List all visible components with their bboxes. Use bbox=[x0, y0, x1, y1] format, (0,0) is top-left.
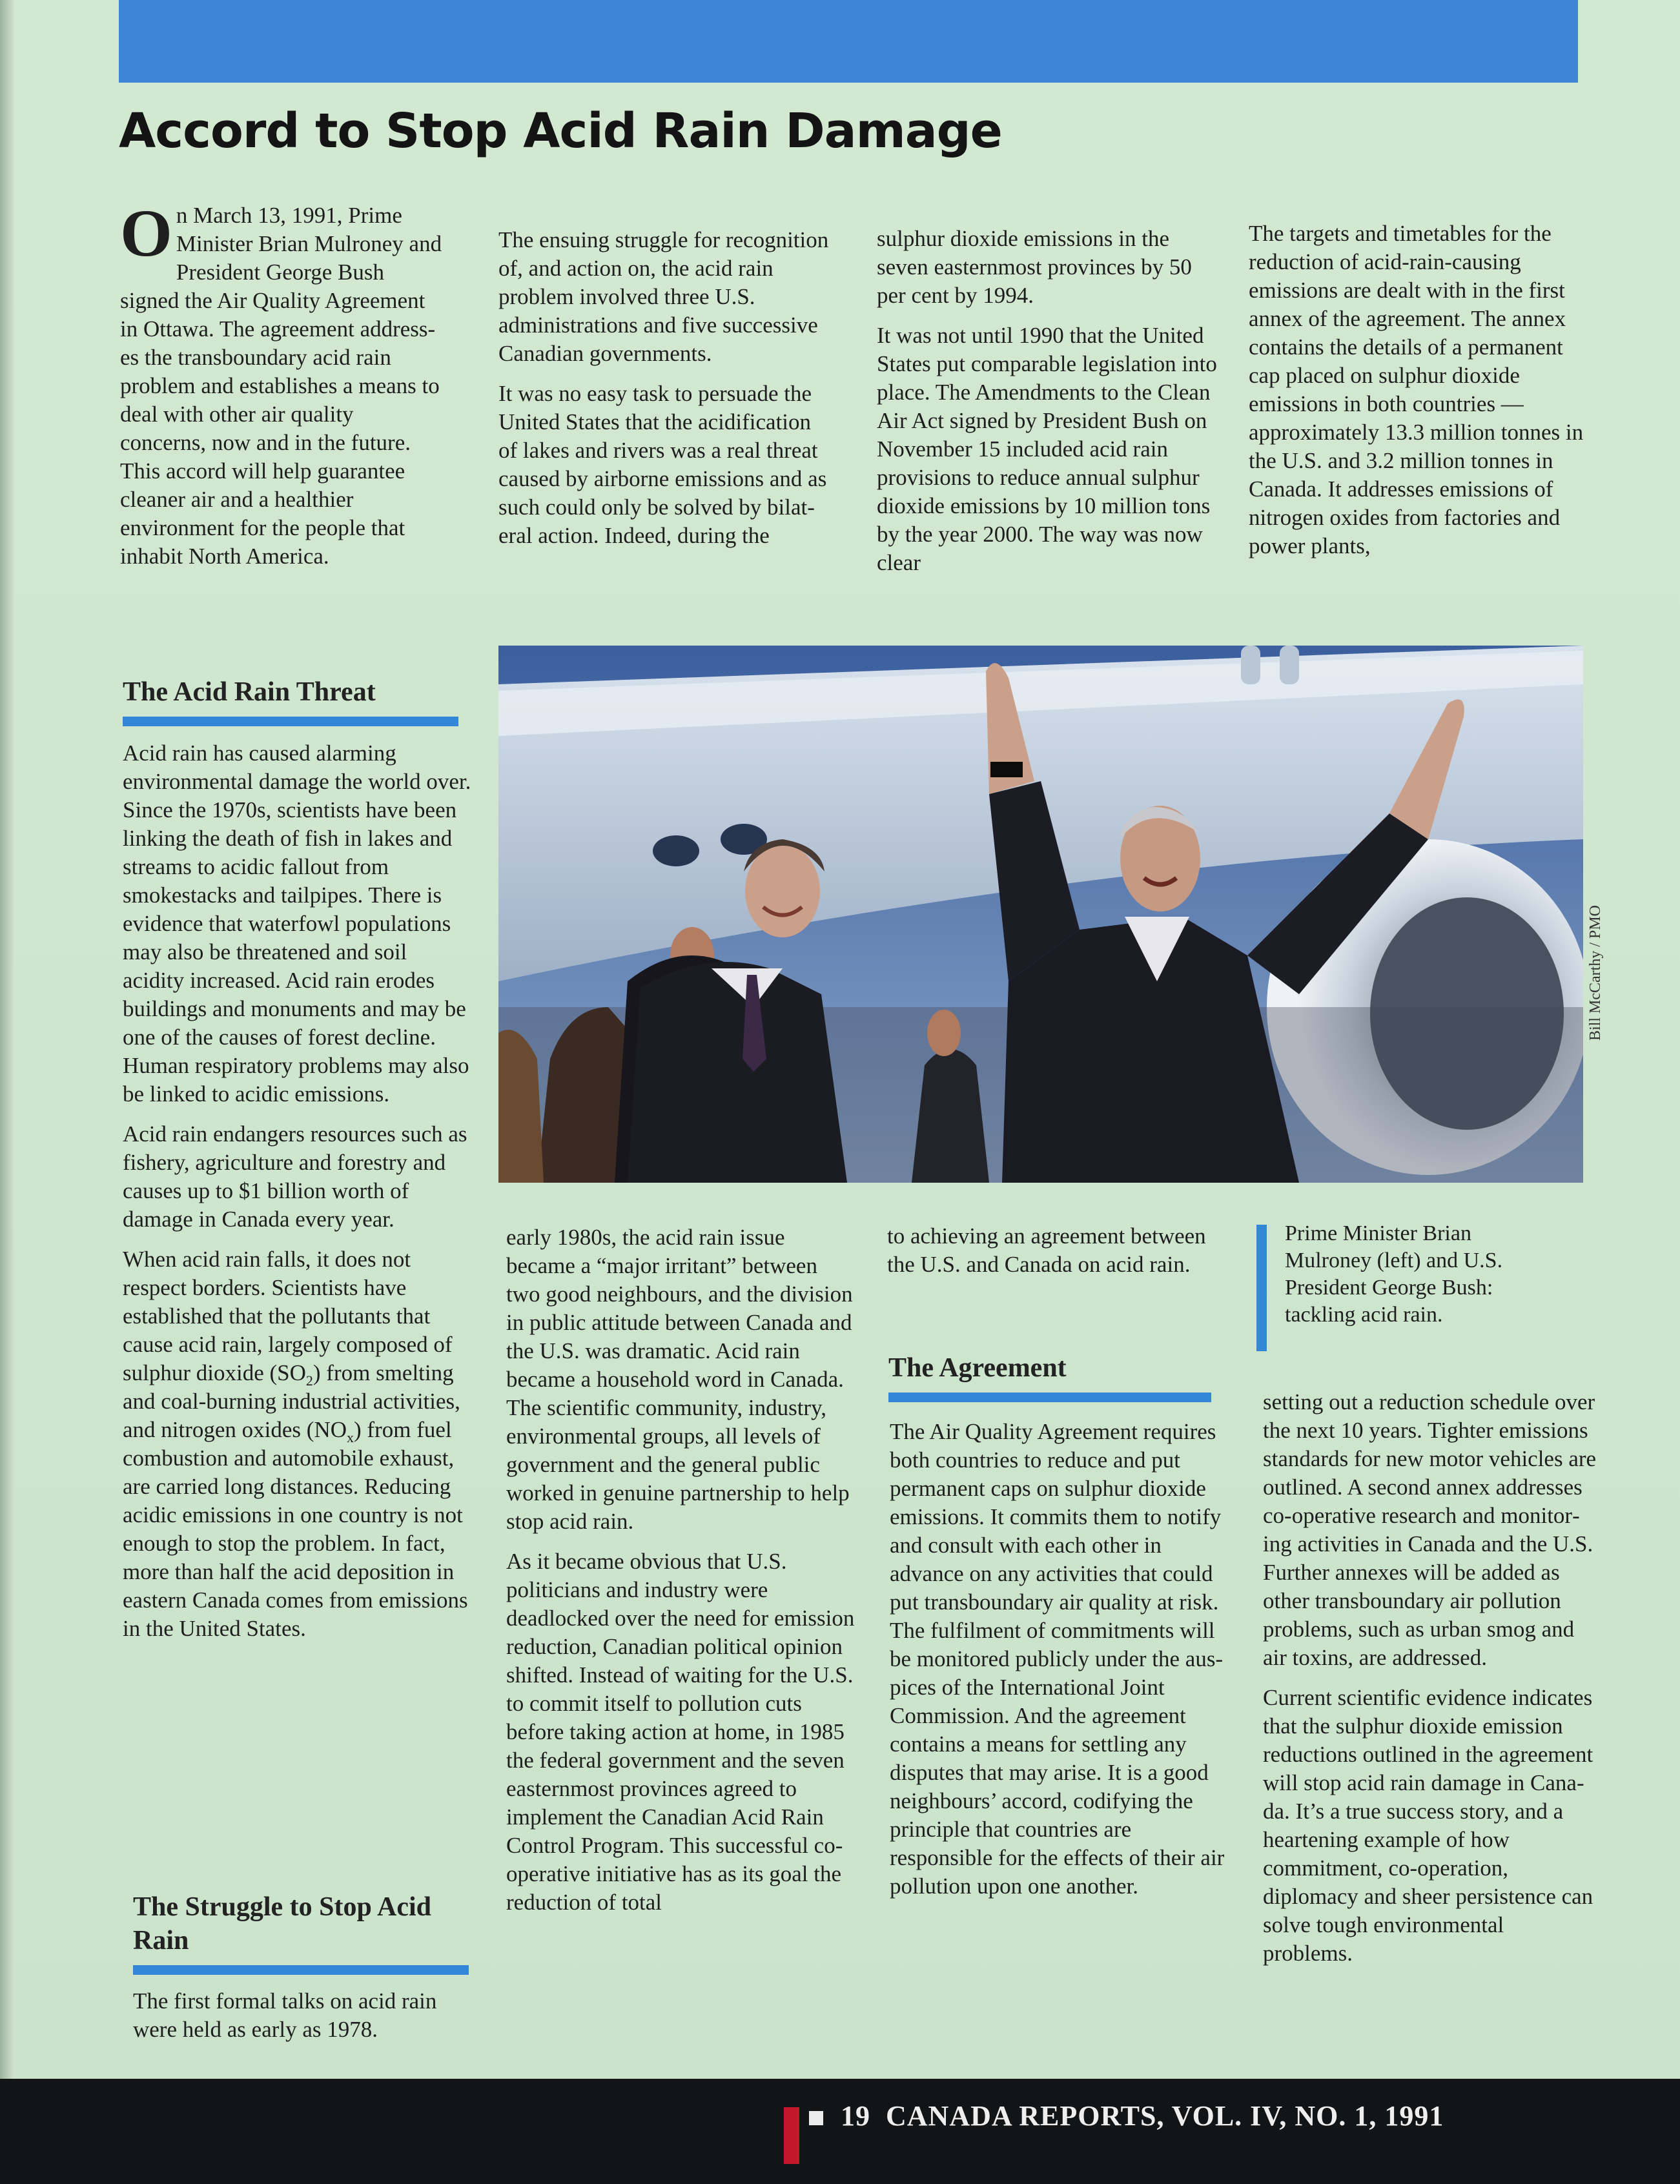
page-binding-shadow bbox=[0, 0, 14, 2085]
intro-text: n March 13, 1991, Prime Minister Brian Mulroney and President George Bush signed the Air Quality Agreement in Ottawa. The agreement addresses the transboundary acid rain problem and establishes a means to deal with other air quality concerns, now and in the future. This accord will help guarantee cleaner air and a healthier environment for the people that inhabit North America. bbox=[120, 203, 442, 569]
section-heading-acid-rain-threat: The Acid Rain Threat bbox=[123, 675, 458, 726]
intro-column bbox=[120, 196, 443, 582]
column-3-bottom bbox=[887, 1222, 1223, 1291]
paragraph: Current scientific evidence indicates that the sulphur dioxide emission reductions outlined in the agreement will stop acid rain damage in Canada. It’s a true success story, and a heartening example of how commitment, co-operation, diplomacy and sheer persistence can solve tough environmental problems. bbox=[1263, 1685, 1593, 1966]
paragraph: It was no easy task to persuade the United States that the acidification of lakes and rivers was a real threat caused by airborne emissions and as such could only be solved by bilateral action. Indeed, during the bbox=[498, 381, 827, 548]
column-4-top bbox=[1249, 219, 1584, 572]
paragraph: sulphur dioxide emissions in the seven easternmost provinces by 50 per cent by 1994. bbox=[877, 226, 1192, 308]
agreement-column bbox=[890, 1418, 1232, 1912]
struggle-column bbox=[133, 1987, 475, 2056]
paragraph: early 1980s, the acid rain issue became a “major irritant” between two good neighbours, and the division in public attitude between Canada and the U.S. was dramatic. Acid rain became a household word in Canada. The scientific community, industry, environmental groups, all levels of government and the general public worked in genuine partnership to help stop acid rain. bbox=[506, 1225, 853, 1534]
borders-paragraph bbox=[123, 1245, 471, 1643]
top-color-band bbox=[119, 0, 1578, 83]
subscript: 2 bbox=[305, 1373, 313, 1389]
footer-folio: 19 CANADA REPORTS, VOL. IV, NO. 1, 1991 bbox=[841, 2100, 1444, 2132]
paragraph: The ensuing struggle for recognition of, and action on, the acid rain problem involved three U.S. administrations and five successive Canadian governments. bbox=[498, 227, 829, 366]
paragraph: The first formal talks on acid rain were held as early as 1978. bbox=[133, 1988, 437, 2042]
threat-column bbox=[123, 739, 471, 1655]
article-title: Accord to Stop Acid Rain Damage bbox=[119, 103, 1002, 159]
section-heading-agreement: The Agreement bbox=[888, 1351, 1211, 1402]
text-run: When acid rain falls, it does not respect borders. Scientists have established that the pollutants that cause acid rain, largely composed of sulphur dioxide (SO bbox=[123, 1247, 453, 1385]
drop-cap: O bbox=[120, 196, 172, 270]
paragraph: As it became obvious that U.S. politicians and industry were deadlocked over the need for emission reduction, Canadian political opinion shifted. Instead of waiting for the U.S. to commit itself to pollution cuts before taking action at home, in 1985 the federal government and the seven easternmost provinces agreed to implement the Canadian Acid Rain Control Program. This successful co-operative initiative has as its goal the reduction of total bbox=[506, 1549, 855, 1915]
paragraph: Acid rain endangers resources such as fishery, agriculture and forestry and causes up to $1 billion worth of damage in Canada every year. bbox=[123, 1121, 467, 1232]
text-run: ) from smelting and coal-burning industrial activities, and nitrogen oxides (NO bbox=[123, 1360, 460, 1442]
paragraph: The targets and timetables for the reduction of acid-rain-causing emissions are dealt with in the first annex of the agreement. The annex contains the details of a permanent cap placed on sulphur dioxide emissions in both countries — approximately 13.3 million tonnes in the U.S. and 3.2 million tonnes in Canada. It addresses emissions of nitrogen oxides from factories and power plants, bbox=[1249, 221, 1584, 558]
section-heading-struggle: The Struggle to Stop Acid Rain bbox=[133, 1890, 469, 1975]
column-3-top bbox=[877, 225, 1219, 589]
photo-caption: Prime Minister Brian Mulroney (left) and U.S. President George Bush: tackling acid rain. bbox=[1285, 1221, 1503, 1327]
paragraph: Acid rain has caused alarming environmental damage the world over. Since the 1970s, scientists have been linking the death of fish in lakes and streams to acidic fallout from smokestacks and tailpipes. There is evidence that waterfowl populations may also be threatened and soil acidity increased. Acid rain erodes buildings and monuments and may be one of the causes of forest decline. Human respiratory problems may also be linked to acidic emissions. bbox=[123, 740, 471, 1107]
paragraph: setting out a reduction schedule over the next 10 years. Tighter emissions standards for new motor vehicles are outlined. A second annex addresses co-operative research and monitoring activities in Canada and the U.S. Further annexes will be added as other transboundary air pollution problems, such as urban smog and air toxins, are addressed. bbox=[1263, 1389, 1597, 1670]
caption-accent-bar bbox=[1256, 1225, 1267, 1351]
paragraph: The Air Quality Agreement requires both countries to reduce and put permanent caps on sulphur dioxide emissions. It commits them to notify and consult with each other in advance on any activities that could put transboundary air quality at risk. The fulfilment of commitments will be monitored publicly under the auspices of the International Joint Commission. And the agreement contains a means for settling any disputes that may arise. It is a good neighbours’ accord, codifying the principle that countries are responsible for the effects of their air pollution upon one another. bbox=[890, 1419, 1225, 1899]
photo-mulroney-bush bbox=[498, 646, 1583, 1183]
paragraph: to achieving an agreement between the U.S. and Canada on acid rain. bbox=[887, 1223, 1206, 1277]
paragraph: It was not until 1990 that the United States put comparable legislation into place. The Amendments to the Clean Air Act signed by President Bush on November 15 included acid rain provisions to reduce annual sulphur dioxide emissions by 10 million tons by the year 2000. The way was now clear bbox=[877, 323, 1217, 575]
photo-credit: Bill McCarthy / PMO bbox=[1587, 904, 1604, 1041]
column-2-top bbox=[498, 226, 834, 562]
column-4-bottom bbox=[1263, 1388, 1599, 1979]
footer-red-mark bbox=[784, 2107, 799, 2164]
column-2-bottom bbox=[506, 1223, 855, 1928]
intro-paragraph bbox=[120, 196, 443, 571]
subscript: x bbox=[347, 1429, 354, 1445]
footer-square-mark bbox=[809, 2111, 823, 2125]
text-run: ) from fuel combustion and automobile exhaust, are carried long distances. Reducing acidic emissions in one country is not enough to stop the problem. In fact, more than half the acid deposition in eastern Canada comes from emissions in the United States. bbox=[123, 1417, 468, 1641]
